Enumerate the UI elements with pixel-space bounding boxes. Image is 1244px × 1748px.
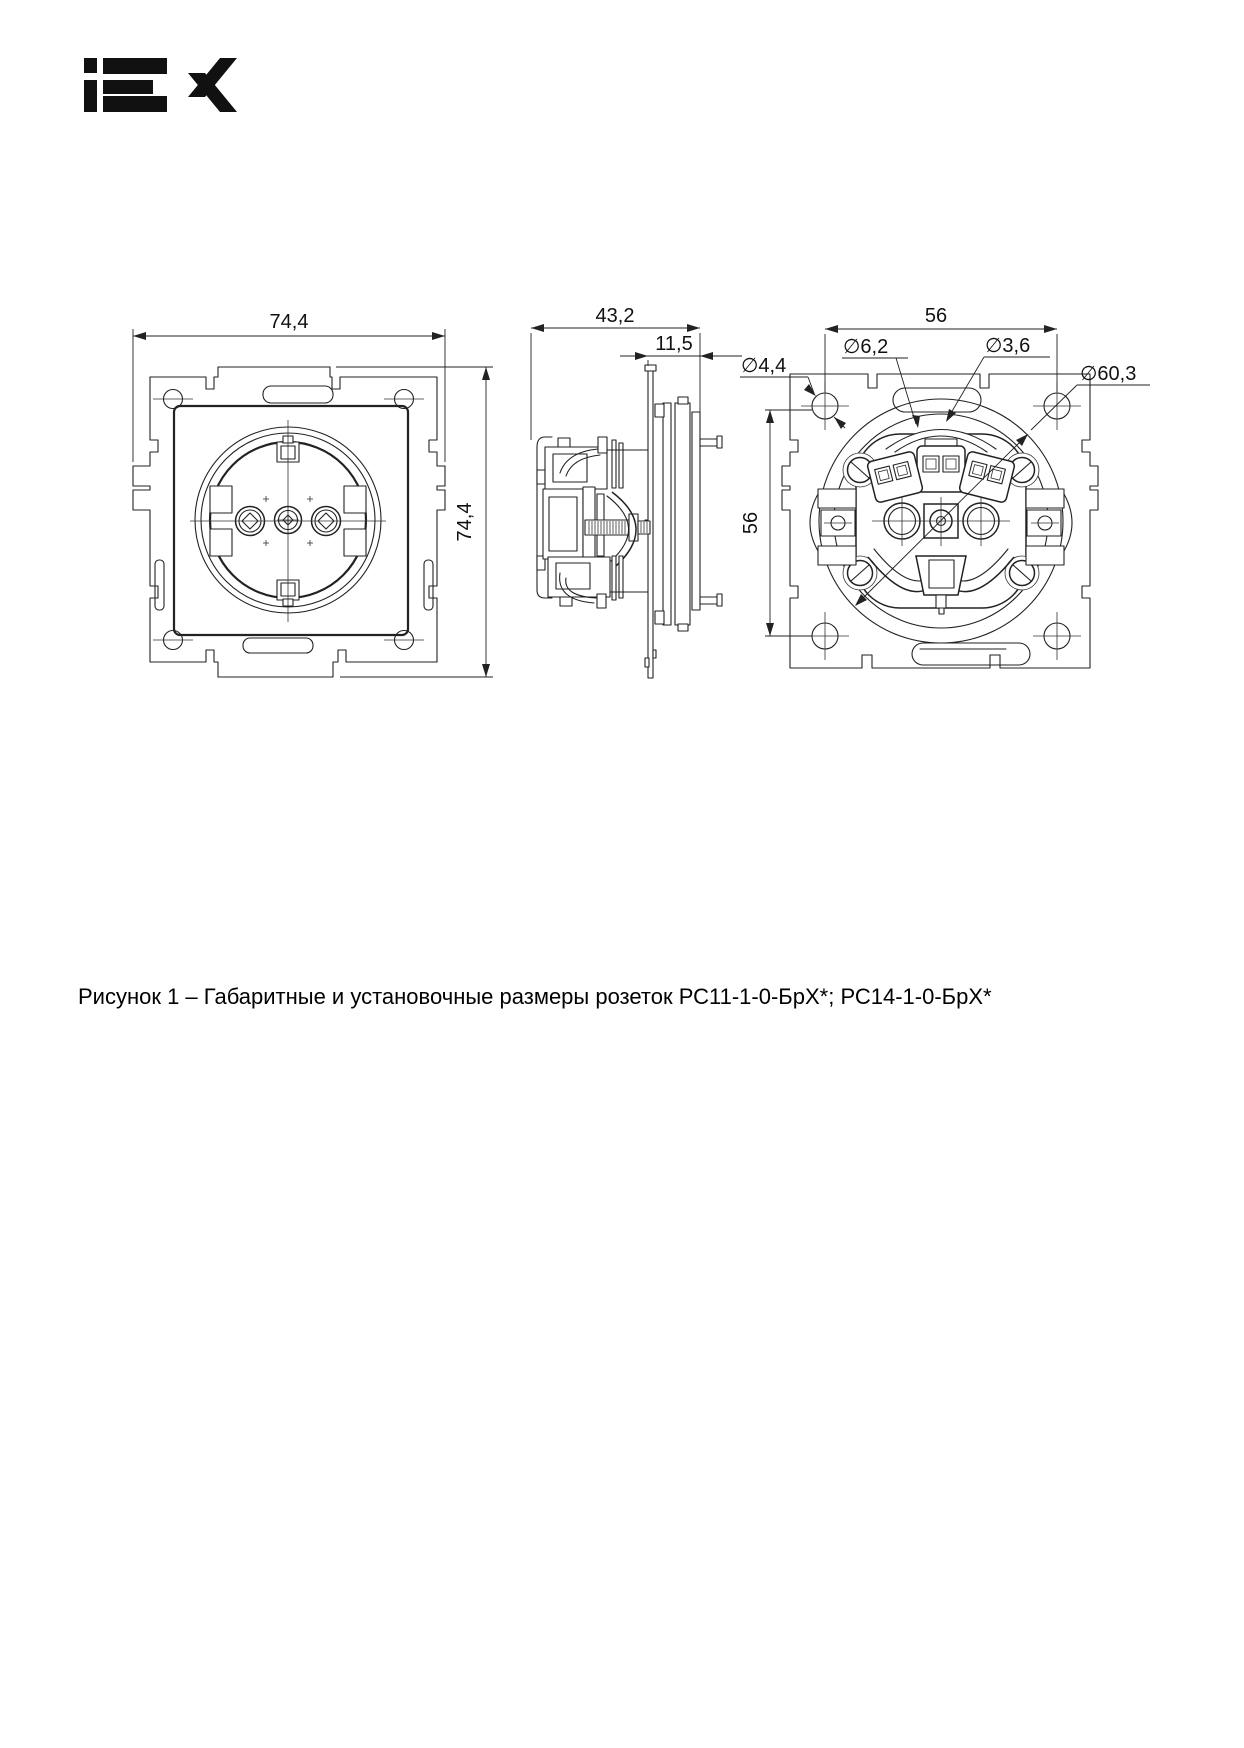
- dim-screw-hole-dia: [946, 335, 1050, 422]
- plate-cutout-left: [155, 560, 164, 610]
- claw-right: [1026, 489, 1072, 565]
- plate-cutout-bottom: [912, 643, 1030, 665]
- dim-label-side-depth: 43,2: [595, 305, 635, 327]
- dim-label-rear-h-spacing: 56: [924, 305, 948, 327]
- plate-cutout-top: [263, 386, 333, 403]
- front-mounting-holes: [153, 390, 424, 650]
- dim-side-mount-depth: [620, 333, 742, 366]
- claw-left: [810, 489, 856, 565]
- figure-caption: Рисунок 1 – Габаритные и установочные размеры розеток РС11-1-0-БрХ*; РС14-1-0-БрХ*: [78, 984, 992, 1009]
- side-view: [537, 365, 722, 678]
- plate-cutout-right: [424, 560, 433, 610]
- dim-label-rear-v-spacing: 56: [740, 511, 762, 535]
- terminal-center: [917, 439, 965, 492]
- dim-label-body-dia: ∅60,3: [1080, 363, 1137, 385]
- iek-logo: [84, 58, 237, 112]
- dim-label-contact-hole-dia: ∅6,2: [843, 336, 889, 358]
- dim-label-side-mount-depth: 11,5: [655, 333, 693, 355]
- dim-label-screw-hole-dia: ∅3,6: [985, 335, 1031, 357]
- dim-rear-v-spacing: [740, 410, 812, 636]
- dim-label-mount-hole-dia: ∅4,4: [741, 355, 787, 377]
- dim-front-height: [336, 367, 493, 677]
- dim-label-front-height: 74,4: [454, 502, 476, 542]
- front-view: [133, 367, 445, 677]
- mechanism-profile: [537, 437, 650, 608]
- plate-cutout-bottom: [243, 638, 313, 653]
- frame-profile: [655, 397, 722, 631]
- dim-label-front-width: 74,4: [269, 311, 309, 333]
